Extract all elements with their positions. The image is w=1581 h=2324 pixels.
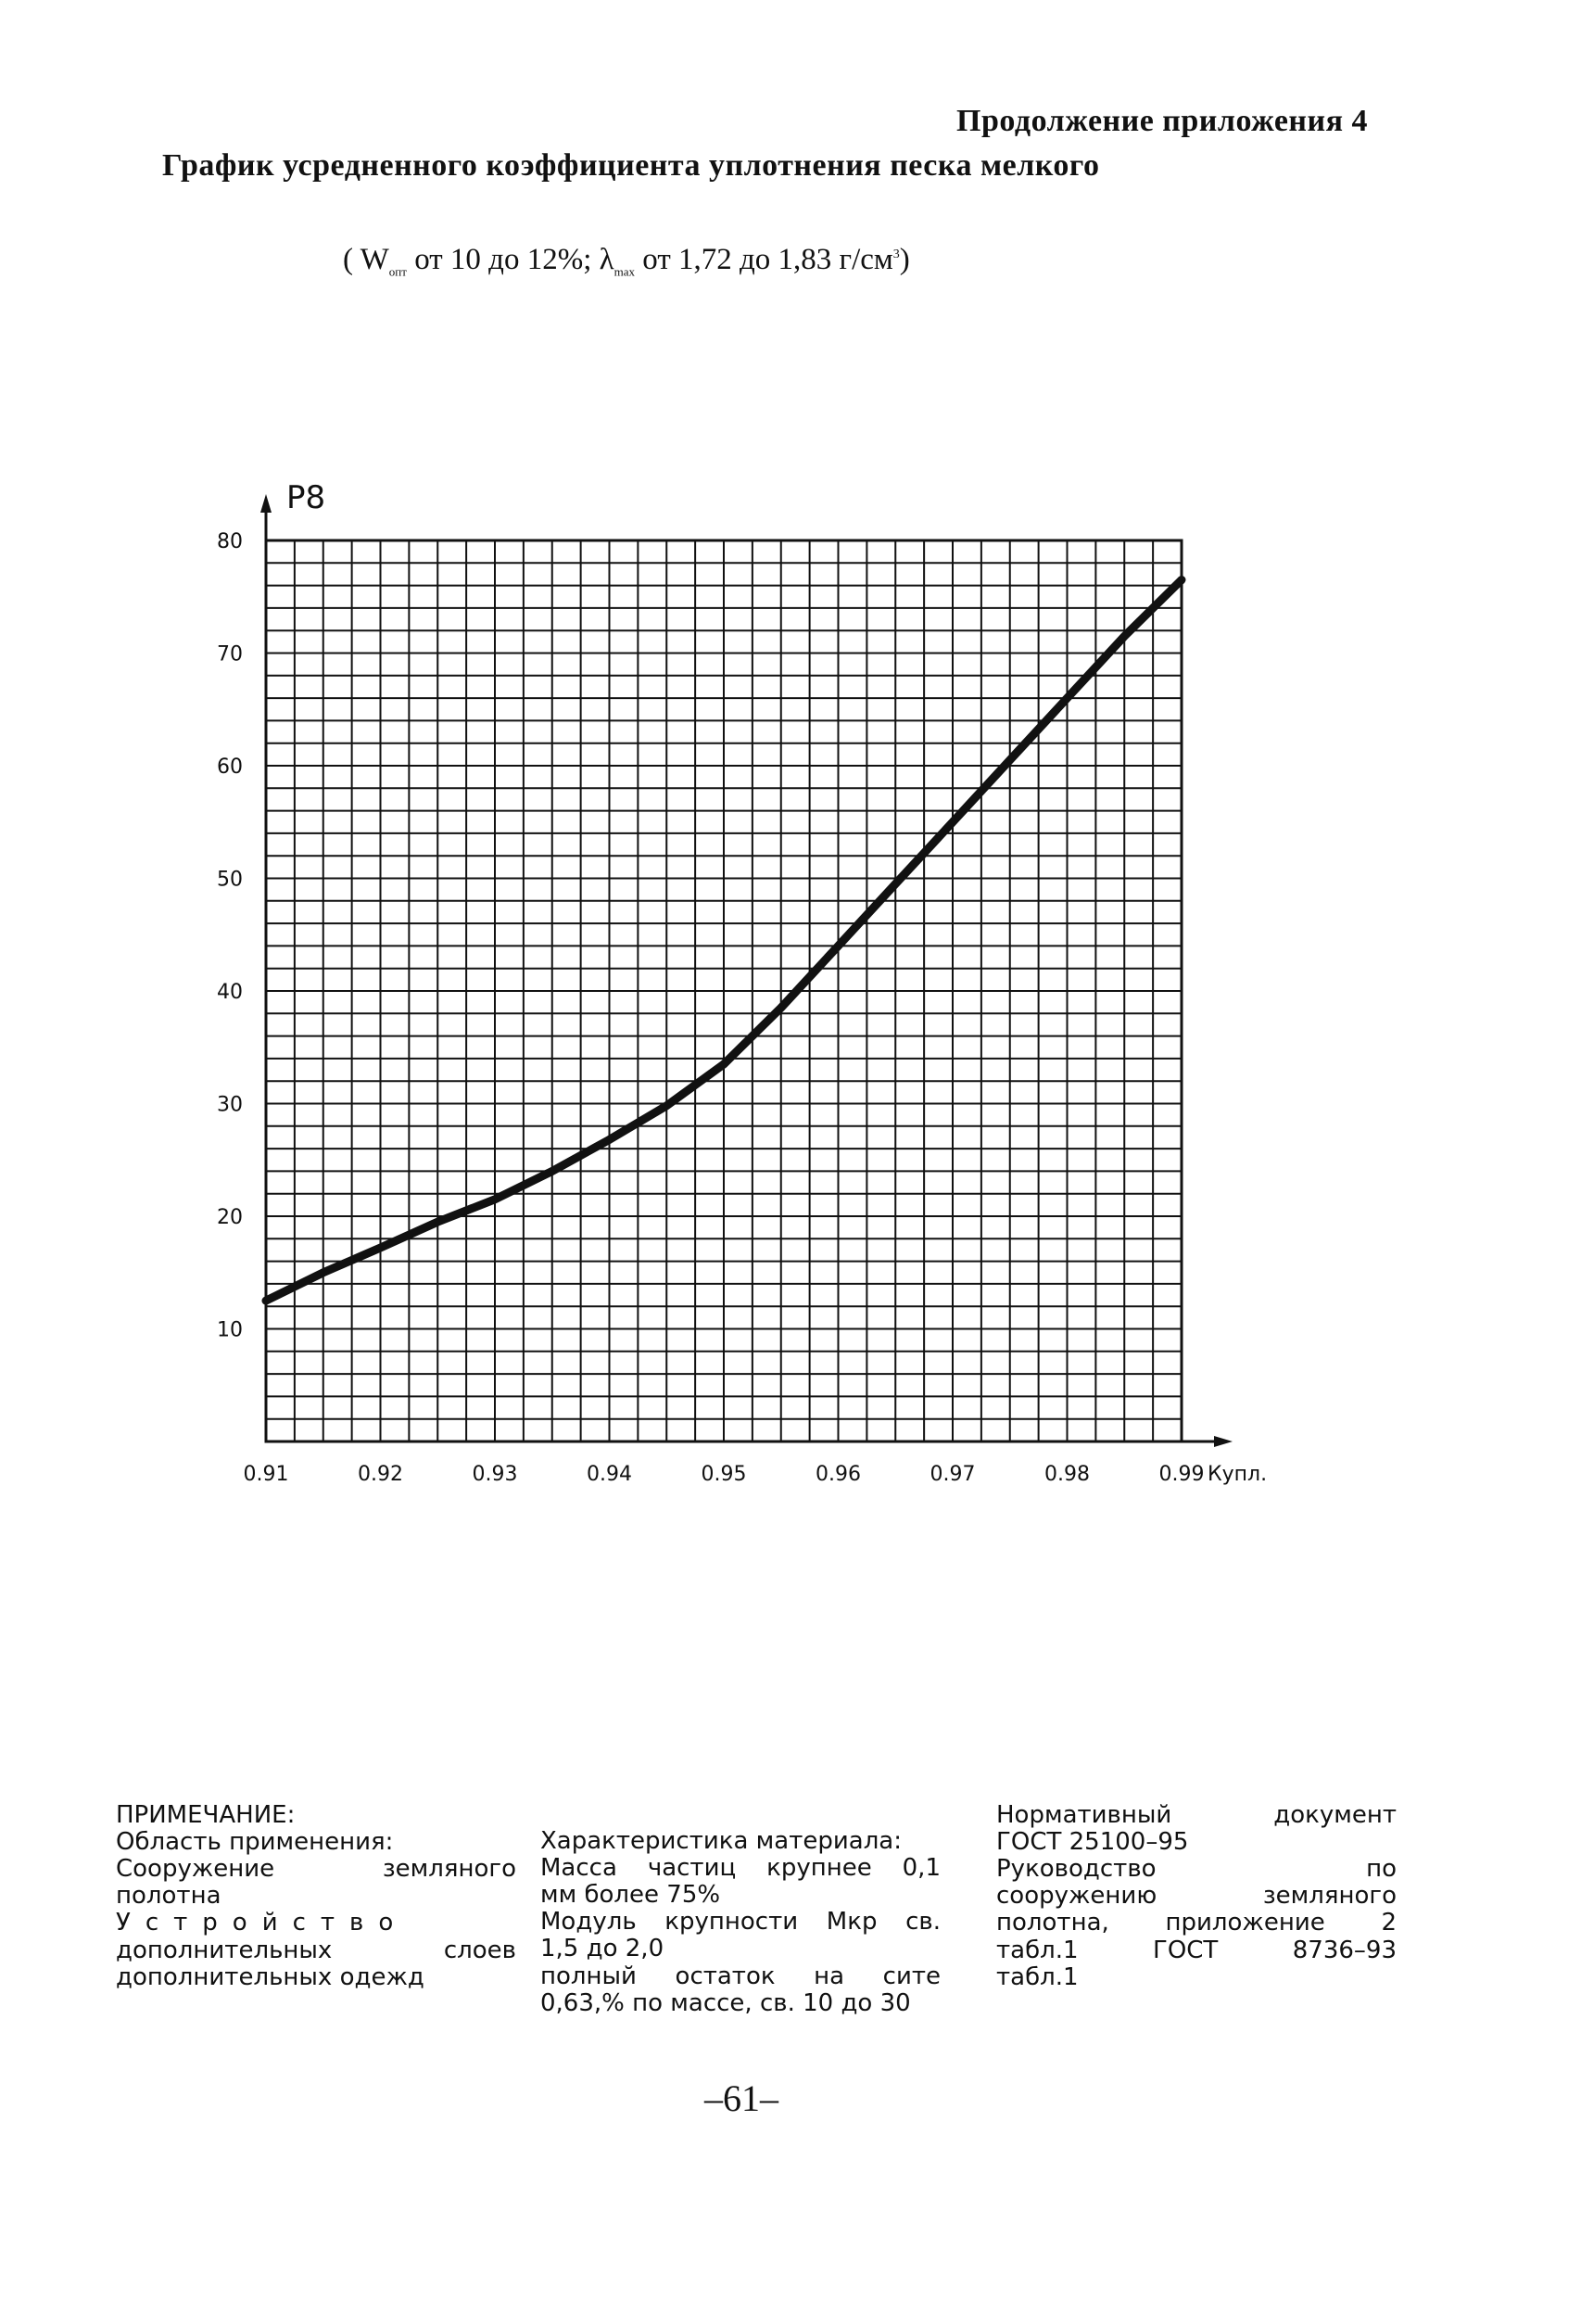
x-tick-label: 0.97 — [930, 1463, 976, 1486]
y-axis-arrow — [260, 494, 272, 513]
subtitle-mid: от 10 до 12%; λ — [406, 243, 614, 276]
chart-title: График усредненного коэффициента уплотнения песка мелкого — [162, 148, 1100, 183]
notes-line: полотна — [116, 1882, 221, 1911]
y-tick-label: 80 — [217, 530, 243, 553]
x-tick-label: 0.91 — [243, 1463, 289, 1486]
notes-line: Сооружение земляного — [116, 1855, 516, 1884]
y-tick-label: 30 — [217, 1093, 243, 1117]
x-tick-label: 0.95 — [701, 1463, 747, 1486]
unit-superscript: 3 — [892, 248, 900, 261]
notes-line: табл.1 — [996, 1962, 1079, 1991]
x-axis-arrow — [1214, 1436, 1233, 1447]
subtitle-end: от 1,72 до 1,83 г/см — [635, 243, 893, 276]
lambda-subscript: max — [613, 264, 636, 279]
x-tick-label: 0.98 — [1044, 1463, 1090, 1486]
notes-line: 0,63,% по массе, св. 10 до 30 — [540, 1988, 911, 2017]
notes-line: Устройство — [116, 1909, 409, 1937]
chart-grid — [266, 540, 1182, 1441]
notes-heading: ПРИМЕЧАНИЕ: — [116, 1801, 296, 1829]
chart-axes — [260, 494, 1233, 1447]
notes-line: Характеристика материала: — [540, 1827, 902, 1855]
w-subscript: опт — [388, 264, 407, 279]
y-axis-label: Р8 — [286, 479, 326, 516]
x-tick-label: 0.99 — [1158, 1463, 1205, 1486]
notes-line: мм более 75% — [540, 1881, 721, 1910]
y-tick-label: 50 — [217, 868, 243, 892]
notes-line: Масса частиц крупнее 0,1 — [540, 1854, 941, 1883]
notes-line: 1,5 до 2,0 — [540, 1935, 664, 1963]
notes-line: табл.1 ГОСТ 8736–93 — [996, 1936, 1397, 1964]
page-number: –61– — [704, 2077, 778, 2119]
notes-line: Руководство по — [996, 1855, 1397, 1884]
x-axis-label: Купл. — [1208, 1463, 1268, 1486]
notes-application-column — [116, 1802, 516, 1991]
notes-line: Модуль крупности Мкр св. — [540, 1908, 941, 1937]
x-tick-label: 0.96 — [816, 1463, 861, 1486]
x-tick-label: 0.93 — [472, 1463, 518, 1486]
notes-line: полный остаток на сите — [540, 1962, 941, 1990]
x-tick-label: 0.94 — [587, 1463, 632, 1486]
subtitle-close: ) — [899, 243, 910, 276]
notes-line: сооружению земляного — [996, 1882, 1397, 1911]
notes-line: дополнительных одежд — [116, 1962, 424, 1991]
notes-line: Область применения: — [116, 1828, 394, 1857]
notes-line: полотна, приложение 2 — [996, 1909, 1397, 1937]
notes-line: дополнительных слоев — [116, 1936, 516, 1964]
notes-line: Нормативный документ — [996, 1801, 1397, 1829]
y-tick-label: 10 — [217, 1318, 243, 1342]
x-tick-label: 0.92 — [358, 1463, 403, 1486]
y-tick-label: 60 — [217, 756, 243, 779]
notes-material-column — [540, 1828, 941, 2017]
notes-line: ГОСТ 25100–95 — [996, 1828, 1189, 1857]
appendix-continuation: Продолжение приложения 4 — [956, 104, 1368, 138]
y-tick-label: 20 — [217, 1206, 243, 1229]
notes-normative-column — [996, 1802, 1397, 1991]
y-tick-label: 40 — [217, 981, 243, 1004]
y-tick-label: 70 — [217, 642, 243, 667]
subtitle-open: ( W — [343, 243, 389, 276]
